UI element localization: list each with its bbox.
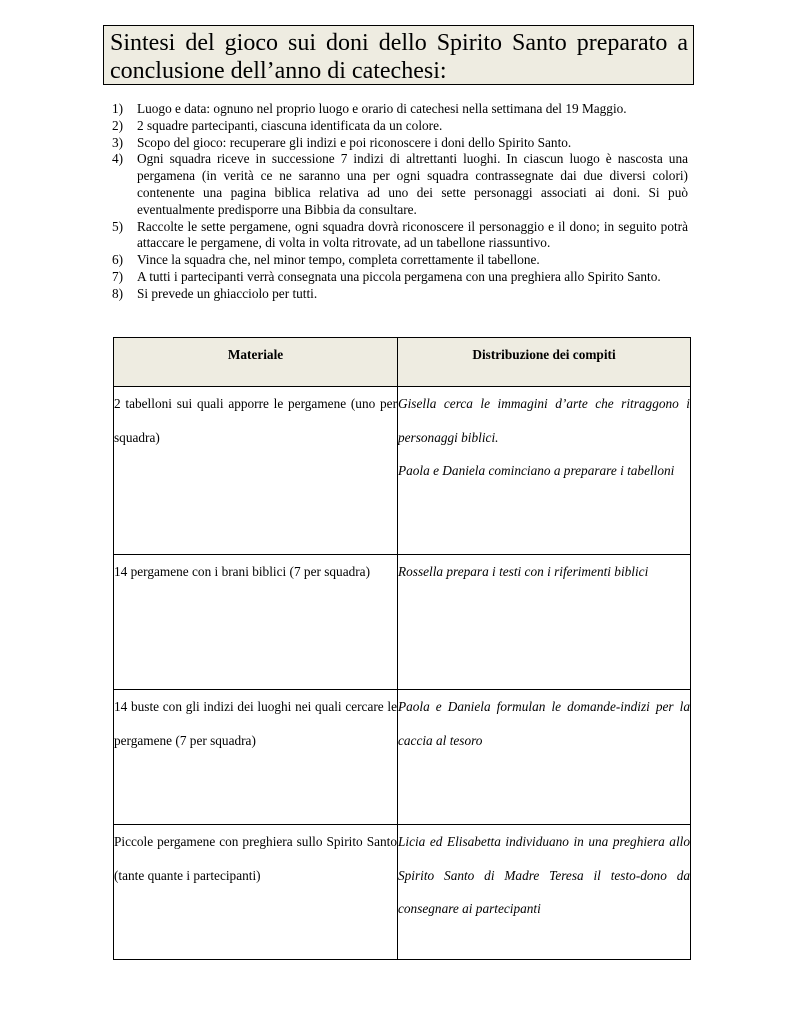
table-row bbox=[114, 825, 691, 960]
materiale-cell: 14 buste con gli indizi dei luoghi nei quali cercare le pergamene (7 per squadra) bbox=[114, 690, 398, 825]
list-item-number: 2) bbox=[112, 117, 124, 133]
list-item-text: Ogni squadra riceve in successione 7 indizi di altrettanti luoghi. In ciascun luogo è nascosta una pergamena (in verità ce ne saranno una per ogni squadra contrassegnate dai due diversi colori) contenente una pagina biblica relativa ad uno dei sette personaggi associati ai doni. Si può eventualmente predisporre una Bibbia da consultare. bbox=[137, 151, 688, 217]
table-row bbox=[114, 690, 691, 825]
list-item-number: 8) bbox=[112, 285, 124, 301]
list-item bbox=[112, 252, 688, 269]
list-item-number: 5) bbox=[112, 218, 124, 234]
list-item bbox=[112, 101, 688, 118]
list-item-text: Scopo del gioco: recuperare gli indizi e poi riconoscere i doni dello Spirito Santo. bbox=[137, 134, 572, 150]
materiale-cell: Piccole pergamene con preghiera sullo Spirito Santo (tante quante i partecipanti) bbox=[114, 825, 398, 960]
compiti-cell bbox=[398, 825, 691, 960]
title-line-2: conclusione dell’anno di catechesi: bbox=[110, 58, 447, 84]
compiti-text: Licia ed Elisabetta individuano in una preghiera allo Spirito Santo di Madre Teresa il testo-dono da consegnare ai partecipanti bbox=[398, 834, 690, 916]
list-item-number: 6) bbox=[112, 252, 124, 268]
game-rules-list bbox=[112, 101, 688, 303]
task-table bbox=[113, 337, 691, 960]
materiale-cell: 2 tabelloni sui quali apporre le pergamene (uno per squadra) bbox=[114, 387, 398, 555]
table-header-row bbox=[114, 338, 691, 387]
list-item-text: Raccolte le sette pergamene, ogni squadra dovrà riconoscere il personaggio e il dono; in seguito potrà attaccare le pergamene, di volta in volta ritrovate, ad un tabellone riassuntivo. bbox=[137, 218, 688, 251]
compiti-text: Gisella cerca le immagini d’arte che ritraggono i personaggi biblici. bbox=[398, 396, 690, 445]
header-compiti: Distribuzione dei compiti bbox=[398, 338, 691, 387]
list-item-number: 1) bbox=[112, 101, 124, 116]
compiti-text: Rossella prepara i testi con i riferimenti biblici bbox=[398, 564, 649, 579]
compiti-cell bbox=[398, 690, 691, 825]
list-item bbox=[112, 135, 688, 152]
list-item-text: 2 squadre partecipanti, ciascuna identificata da un colore. bbox=[137, 117, 443, 133]
list-item bbox=[112, 269, 688, 286]
title-line-1: Sintesi del gioco sui doni dello Spirito Santo preparato a bbox=[110, 30, 688, 56]
list-item bbox=[112, 118, 688, 135]
list-item-text: Vince la squadra che, nel minor tempo, completa correttamente il tabellone. bbox=[137, 252, 540, 268]
compiti-cell bbox=[398, 555, 691, 690]
table-row bbox=[114, 387, 691, 555]
list-item-text: A tutti i partecipanti verrà consegnata una piccola pergamena con una preghiera allo Spirito Santo. bbox=[137, 268, 661, 284]
list-item bbox=[112, 151, 688, 218]
list-item bbox=[112, 219, 688, 253]
list-item-number: 4) bbox=[112, 151, 124, 167]
list-item-number: 3) bbox=[112, 134, 124, 150]
compiti-cell bbox=[398, 387, 691, 555]
materiale-cell: 14 pergamene con i brani biblici (7 per squadra) bbox=[114, 555, 398, 690]
page-title bbox=[103, 25, 694, 85]
header-materiale: Materiale bbox=[114, 338, 398, 387]
compiti-text: Paola e Daniela cominciano a preparare i tabelloni bbox=[398, 463, 675, 478]
list-item-text: Luogo e data: ognuno nel proprio luogo e orario di catechesi nella settimana del 19 Maggio. bbox=[137, 101, 627, 116]
list-item-text: Si prevede un ghiacciolo per tutti. bbox=[137, 285, 318, 301]
compiti-text: Paola e Daniela formulan le domande-indizi per la caccia al tesoro bbox=[398, 699, 690, 748]
list-item bbox=[112, 286, 688, 303]
table-row bbox=[114, 555, 691, 690]
list-item-number: 7) bbox=[112, 268, 124, 284]
